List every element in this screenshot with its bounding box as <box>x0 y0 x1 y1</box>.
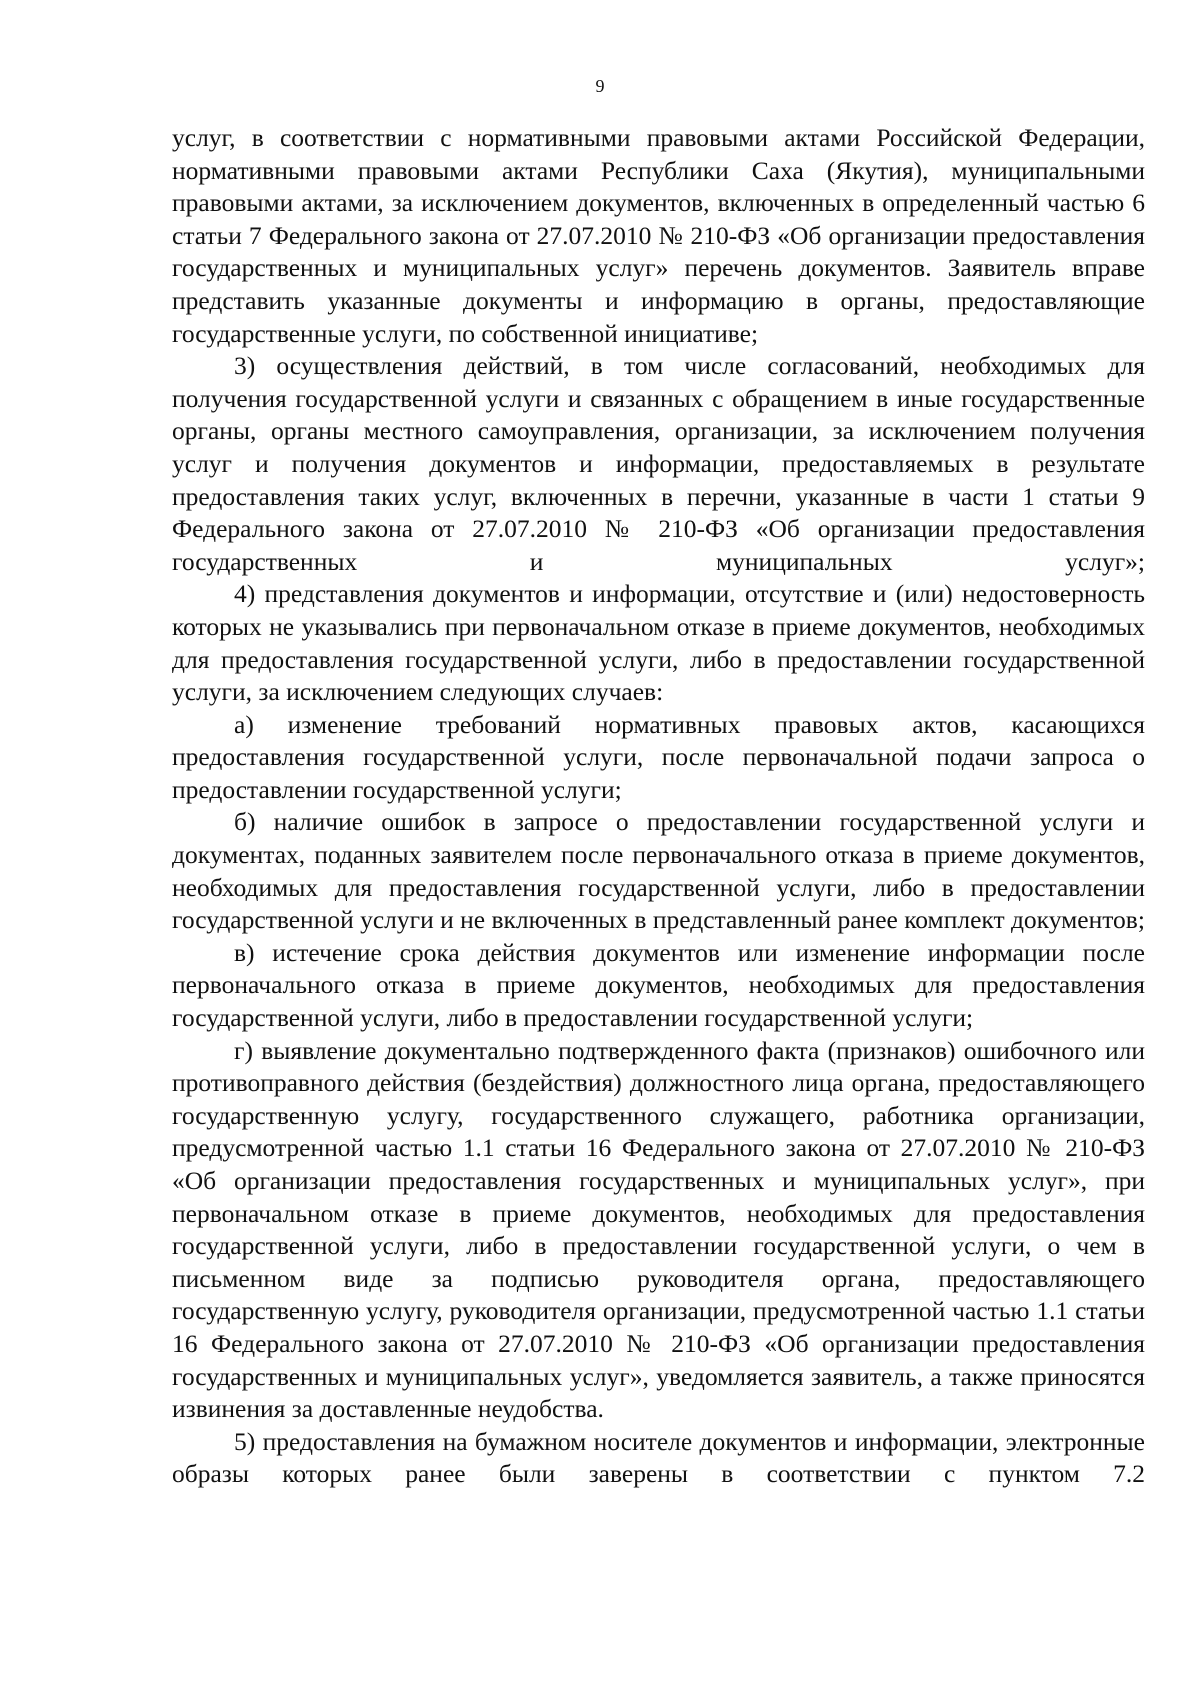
paragraph-item-5: 5) предоставления на бумажном носителе документов и информации, электронные образы которых ранее были заверены в соответствии с пунктом 7.2 <box>172 1426 1145 1489</box>
paragraph-subitem-a: а) изменение требований нормативных правовых актов, касающихся предоставления государственной услуги, после первоначальной подачи запроса о предоставлении государственной услуги; <box>172 709 1145 804</box>
paragraph-continuation: услуг, в соответствии с нормативными правовыми актами Российской Федерации, нормативными правовыми актами Республики Саха (Якутия), муниципальными правовыми актами, за исключением документов, включенных в определенный частью 6 статьи 7 Федерального закона от 27.07.2010 № 210-ФЗ «Об организации предоставления государственных и муниципальных услуг» перечень документов. Заявитель вправе представить указанные документы и информацию в органы, предоставляющие государственные услуги, по собственной инициативе; <box>172 123 1145 348</box>
paragraph-item-3: 3) осуществления действий, в том числе согласований, необходимых для получения государственной услуги и связанных с обращением в иные государственные органы, органы местного самоуправления, организации, за исключением получения услуг и получения документов и информации, предоставляемых в результате предоставления таких услуг, включенных в перечни, указанные в части 1 статьи 9 Федерального закона от 27.07.2010 № 210-ФЗ «Об организации предоставления государственных и муниципальных услуг»; <box>172 351 1145 576</box>
document-body <box>172 122 1145 1491</box>
paragraph-subitem-g: г) выявление документально подтвержденного факта (признаков) ошибочного или противоправного действия (бездействия) должностного лица органа, предоставляющего государственную услугу, государственного служащего, работника организации, предусмотренной частью 1.1 статьи 16 Федерального закона от 27.07.2010 № 210-ФЗ «Об организации предоставления государственных и муниципальных услуг», при первоначальном отказе в приеме документов, необходимых для предоставления государственной услуги, либо в предоставлении государственной услуги, о чем в письменном виде за подписью руководителя органа, предоставляющего государственную услугу, руководителя организации, предусмотренной частью 1.1 статьи 16 Федерального закона от 27.07.2010 № 210-ФЗ «Об организации предоставления государственных и муниципальных услуг», уведомляется заявитель, а также приносятся извинения за доставленные неудобства. <box>172 1035 1145 1424</box>
page-number: 9 <box>595 76 605 96</box>
paragraph-subitem-b: б) наличие ошибок в запросе о предоставлении государственной услуги и документах, поданных заявителем после первоначального отказа в приеме документов, необходимых для предоставления государственной услуги, либо в предоставлении государственной услуги и не включенных в представленный ранее комплект документов; <box>172 807 1145 935</box>
paragraph-item-4: 4) представления документов и информации, отсутствие и (или) недостоверность которых не указывались при первоначальном отказе в приеме документов, необходимых для предоставления государственной услуги, либо в предоставлении государственной услуги, за исключением следующих случаев: <box>172 579 1145 707</box>
paragraph-subitem-v: в) истечение срока действия документов или изменение информации после первоначального отказа в приеме документов, необходимых для предоставления государственной услуги, либо в предоставлении государственной услуги; <box>172 937 1145 1033</box>
